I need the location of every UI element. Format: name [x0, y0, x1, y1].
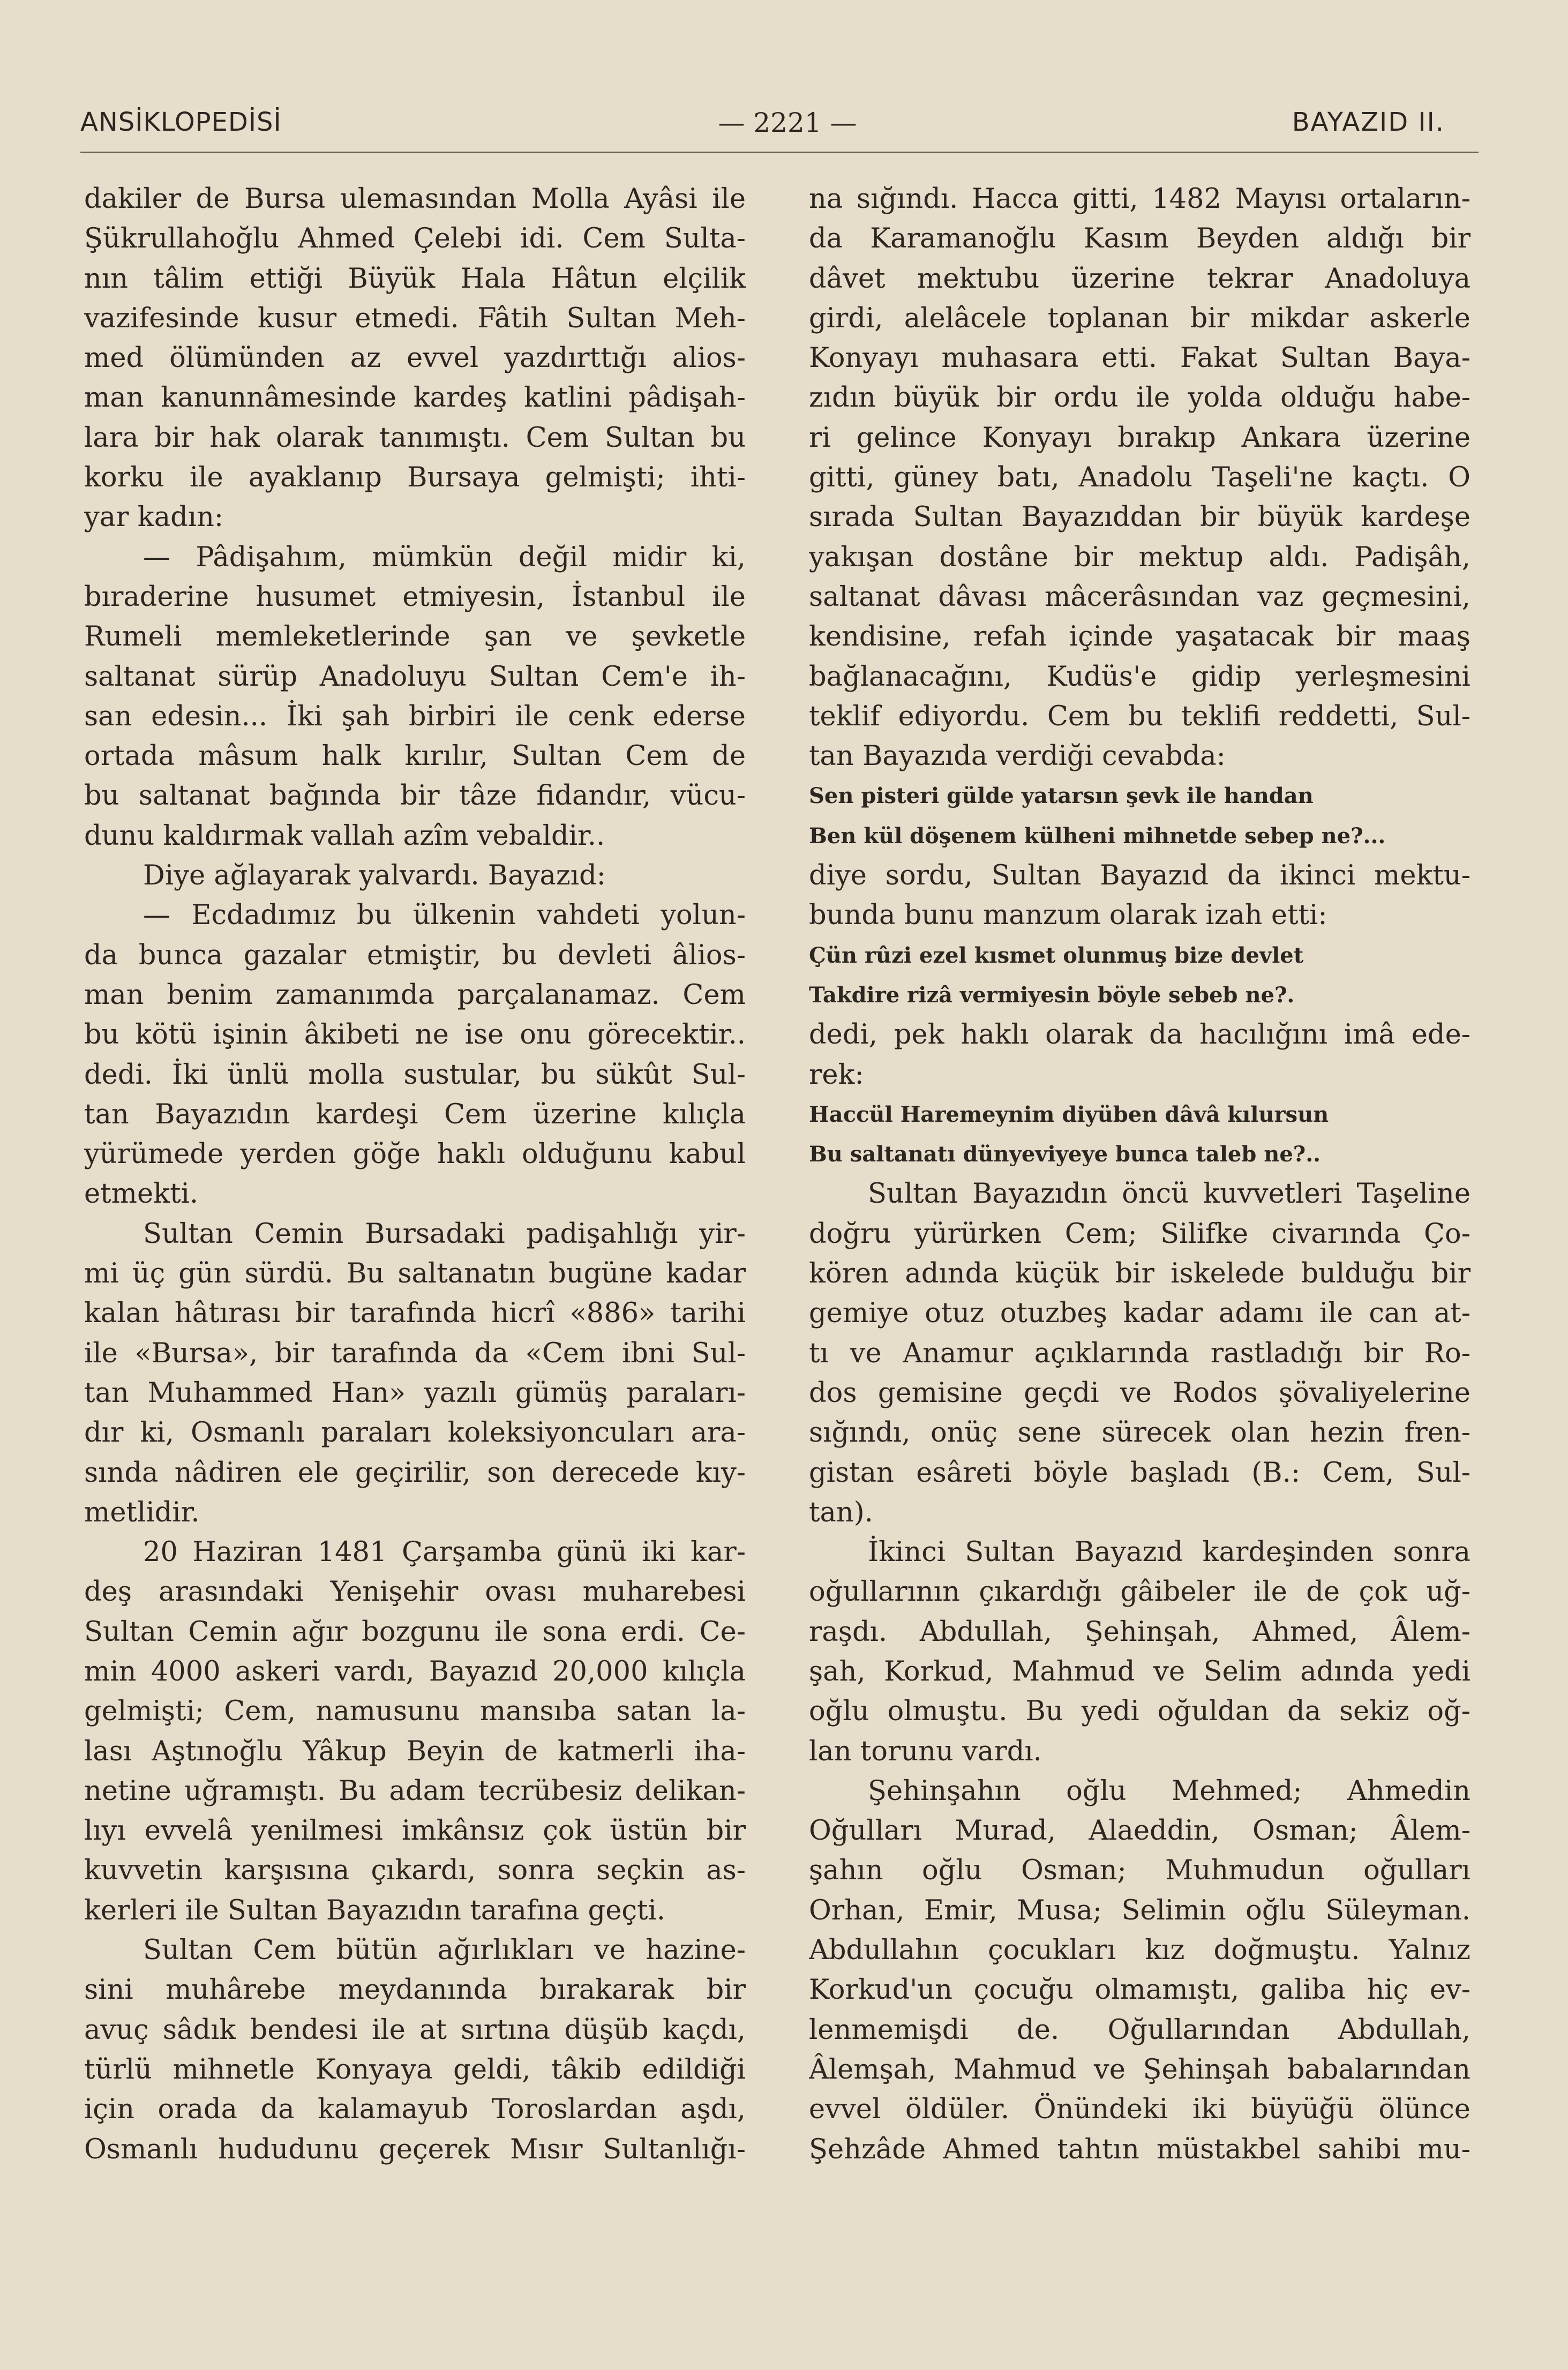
text-line: kuvvetin karşısına çıkardı, sonra seçkin as- [84, 1855, 746, 1887]
text-line: ri gelince Konyayı bırakıp Ankara üzerine [809, 422, 1471, 454]
text-line: tan). [809, 1496, 873, 1528]
text-line: Diye ağlayarak yalvardı. Bayazıd: [143, 860, 606, 892]
text-line: ortada mâsum halk kırılır, Sultan Cem de [84, 740, 746, 772]
text-line: Korkud'un çocuğu olmamıştı, galiba hiç ev- [809, 1974, 1471, 2006]
text-line: İkinci Sultan Bayazıd kardeşinden sonra [868, 1536, 1471, 1569]
text-line: min 4000 askeri vardı, Bayazıd 20,000 kılıçla [84, 1655, 746, 1688]
text-line: kören adında küçük bir iskelede bulduğu bir [809, 1258, 1471, 1290]
text-line: saltanat dâvası mâcerâsından vaz geçmesini, [809, 581, 1471, 613]
text-line: diye sordu, Sultan Bayazıd da ikinci mektu- [809, 860, 1471, 892]
verse-line: Çün rûzi ezel kısmet olunmuş bize devlet [809, 942, 1304, 968]
verse-line: Takdire rizâ vermiyesin böyle sebeb ne?. [809, 982, 1295, 1008]
text-line: Oğulları Murad, Alaeddin, Osman; Âlem- [809, 1815, 1471, 1847]
text-line: 20 Haziran 1481 Çarşamba günü iki kar- [143, 1536, 746, 1569]
text-line: deş arasındaki Yenişehir ovası muharebesi [84, 1576, 746, 1608]
text-line: da bunca gazalar etmiştir, bu devleti âlios- [84, 939, 746, 971]
text-line: şah, Korkud, Mahmud ve Selim adında yedi [809, 1655, 1471, 1688]
text-line: metlidir. [84, 1496, 200, 1528]
text-line: Şehinşahın oğlu Mehmed; Ahmedin [868, 1775, 1471, 1807]
text-line: lara bir hak olarak tanımıştı. Cem Sultan bu [84, 422, 746, 454]
text-line: kerleri ile Sultan Bayazıdın tarafına geçti. [84, 1894, 665, 1926]
page-number: — 2221 — [718, 107, 857, 138]
text-line: raşdı. Abdullah, Şehinşah, Ahmed, Âlem- [809, 1616, 1471, 1648]
text-line: bu saltanat bağında bir tâze fidandır, vücu- [84, 780, 746, 812]
running-header-entry: BAYAZID II. [1292, 107, 1445, 137]
text-line: dâvet mektubu üzerine tekrar Anadoluya [809, 262, 1471, 295]
verse-line: Bu saltanatı dünyeviyeye bunca taleb ne?.. [809, 1142, 1321, 1167]
header-rule [80, 152, 1479, 153]
text-line: oğlu olmuştu. Bu yedi oğuldan da sekiz oğ- [809, 1696, 1471, 1728]
text-line: kalan hâtırası bir tarafında hicrî «886» tarihi [84, 1298, 746, 1330]
text-line: netine uğramıştı. Bu adam tecrübesiz delikan- [84, 1775, 746, 1807]
text-line: man kanunnâmesinde kardeş katlini pâdişah- [84, 382, 746, 414]
text-line: gistan esâreti böyle başladı (B.: Cem, Sul- [809, 1457, 1471, 1489]
text-line: saltanat sürüp Anadoluyu Sultan Cem'e ih- [84, 661, 746, 693]
text-line: oğullarının çıkardığı gâibeler ile de çok uğ- [809, 1576, 1471, 1608]
text-line: girdi, alelâcele toplanan bir mikdar askerle [809, 302, 1471, 334]
text-line: gitti, güney batı, Anadolu Taşeli'ne kaçtı. O [809, 462, 1471, 494]
text-line: nın tâlim ettiği Büyük Hala Hâtun elçilik [84, 262, 746, 295]
text-line: — Pâdişahım, mümkün değil midir ki, [143, 541, 746, 573]
text-line: Orhan, Emir, Musa; Selimin oğlu Süleyman. [809, 1894, 1471, 1926]
text-line: yakışan dostâne bir mektup aldı. Padişâh, [809, 541, 1471, 573]
text-line: sında nâdiren ele geçirilir, son derecede kıy- [84, 1457, 746, 1489]
text-line: man benim zamanımda parçalanamaz. Cem [84, 979, 746, 1011]
text-line: ile «Bursa», bir tarafında da «Cem ibni Sul- [84, 1337, 746, 1369]
text-line: teklif ediyordu. Cem bu teklifi reddetti, Sul- [809, 700, 1471, 732]
left-column [84, 179, 746, 2170]
text-line: tan Bayazıda verdiği cevabda: [809, 740, 1226, 772]
text-line: avuç sâdık bendesi ile at sırtına düşüb kaçdı, [84, 2014, 746, 2046]
text-line: sığındı, onüç sene sürecek olan hezin fren- [809, 1417, 1471, 1449]
text-line: için orada da kalamayub Toroslardan aşdı, [84, 2094, 746, 2126]
text-line: Sultan Bayazıdın öncü kuvvetleri Taşeline [868, 1178, 1471, 1210]
text-line: Şükrullahoğlu Ahmed Çelebi idi. Cem Sulta- [84, 223, 746, 255]
text-line: lan torunu vardı. [809, 1735, 1042, 1767]
text-line: Konyayı muhasara etti. Fakat Sultan Baya- [809, 342, 1471, 374]
text-line: dedi, pek haklı olarak da hacılığını imâ ede- [809, 1019, 1471, 1051]
text-line: lası Aştınoğlu Yâkup Beyin de katmerli iha- [84, 1735, 746, 1767]
text-line: vazifesinde kusur etmedi. Fâtih Sultan Meh- [84, 302, 746, 334]
text-line: etmekti. [84, 1178, 199, 1210]
text-line: doğru yürürken Cem; Silifke civarında Ço- [809, 1218, 1471, 1250]
text-line: tan Muhammed Han» yazılı gümüş paraları- [84, 1377, 746, 1409]
text-line: rek: [809, 1059, 864, 1091]
text-line: Osmanlı hududunu geçerek Mısır Sultanlığı- [84, 2133, 746, 2165]
text-line: bu kötü işinin âkibeti ne ise onu görecektir.. [84, 1019, 746, 1051]
text-line: san edesin... İki şah birbiri ile cenk ederse [84, 700, 746, 732]
text-line: tı ve Anamur açıklarında rastladığı bir Ro- [809, 1337, 1471, 1369]
text-line: dunu kaldırmak vallah azîm vebaldir.. [84, 820, 605, 852]
text-line: lıyı evvelâ yenilmesi imkânsız çok üstün bir [84, 1815, 746, 1847]
text-line: tan Bayazıdın kardeşi Cem üzerine kılıçla [84, 1098, 746, 1130]
text-line: lenmemişdi de. Oğullarından Abdullah, [809, 2014, 1471, 2046]
verse-line: Sen pisteri gülde yatarsın şevk ile handan [809, 783, 1314, 809]
text-line: sini muhârebe meydanında bırakarak bir [84, 1974, 746, 2006]
text-line: da Karamanoğlu Kasım Beyden aldığı bir [809, 223, 1471, 255]
text-line: dakiler de Bursa ulemasından Molla Ayâsi ile [84, 183, 746, 215]
text-line: Şehzâde Ahmed tahtın müstakbel sahibi mu- [809, 2133, 1471, 2165]
text-line: dos gemisine geçdi ve Rodos şövaliyelerine [809, 1377, 1471, 1409]
text-line: gelmişti; Cem, namusunu mansıba satan la- [84, 1696, 746, 1728]
text-line: Sultan Cem bütün ağırlıkları ve hazine- [143, 1934, 746, 1967]
text-line: korku ile ayaklanıp Bursaya gelmişti; ihti- [84, 462, 746, 494]
text-line: yar kadın: [84, 501, 224, 534]
text-line: kendisine, refah içinde yaşatacak bir maaş [809, 621, 1471, 653]
text-line: Rumeli memleketlerinde şan ve şevketle [84, 621, 746, 653]
text-line: bunda bunu manzum olarak izah etti: [809, 899, 1327, 932]
text-line: Sultan Cemin ağır bozgunu ile sona erdi. Ce- [84, 1616, 746, 1648]
text-line: Sultan Cemin Bursadaki padişahlığı yir- [143, 1218, 746, 1250]
running-header-title: ANSİKLOPEDİSİ [80, 107, 282, 137]
text-line: türlü mihnetle Konyaya geldi, tâkib edildiği [84, 2053, 746, 2086]
right-column [809, 179, 1471, 2170]
text-line: dedi. İki ünlü molla sustular, bu sükût Sul- [84, 1059, 746, 1091]
text-line: Âlemşah, Mahmud ve Şehinşah babalarından [809, 2053, 1471, 2086]
text-line: yürümede yerden göğe haklı olduğunu kabul [84, 1138, 746, 1171]
text-line: — Ecdadımız bu ülkenin vahdeti yolun- [143, 899, 746, 932]
text-line: sırada Sultan Bayazıddan bir büyük kardeşe [809, 501, 1471, 534]
text-line: gemiye otuz otuzbeş kadar adamı ile can at- [809, 1298, 1471, 1330]
verse-line: Haccül Haremeynim diyüben dâvâ kılursun [809, 1101, 1329, 1127]
text-line: med ölümünden az evvel yazdırttığı alios- [84, 342, 746, 374]
text-line: mi üç gün sürdü. Bu saltanatın bugüne kadar [84, 1258, 746, 1290]
text-line: bıraderine husumet etmiyesin, İstanbul ile [84, 581, 746, 613]
text-line: na sığındı. Hacca gitti, 1482 Mayısı ortaların- [809, 183, 1471, 215]
text-line: şahın oğlu Osman; Muhmudun oğulları [809, 1855, 1471, 1887]
text-line: dır ki, Osmanlı paraları koleksiyoncuları ara- [84, 1417, 746, 1449]
verse-line: Ben kül döşenem külheni mihnetde sebep ne?... [809, 823, 1386, 849]
text-line: zıdın büyük bir ordu ile yolda olduğu habe- [809, 382, 1471, 414]
text-line: Abdullahın çocukları kız doğmuştu. Yalnız [809, 1934, 1471, 1967]
text-line: evvel öldüler. Önündeki iki büyüğü ölünce [809, 2094, 1471, 2126]
text-line: bağlanacağını, Kudüs'e gidip yerleşmesini [809, 661, 1471, 693]
